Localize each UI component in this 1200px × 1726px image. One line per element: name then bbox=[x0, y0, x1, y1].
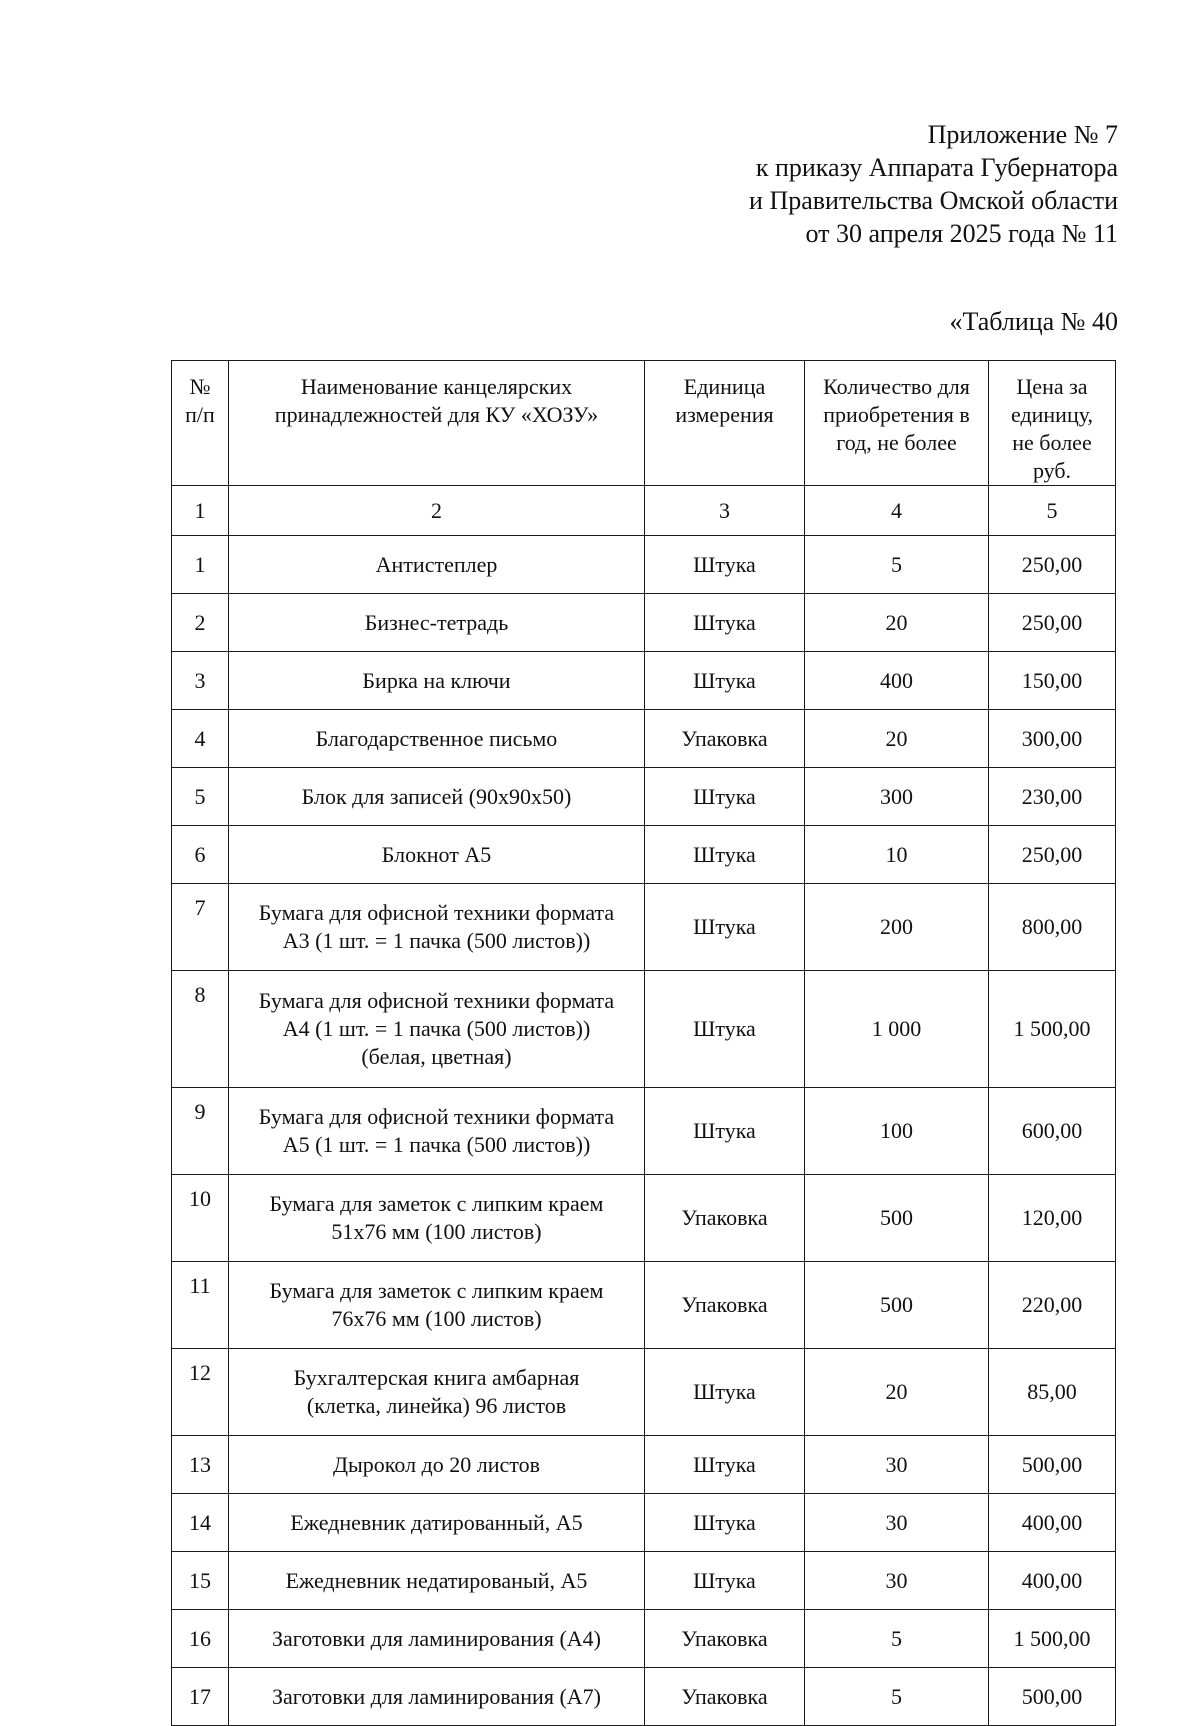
item-quantity: 5 bbox=[805, 1668, 989, 1726]
row-number: 9 bbox=[172, 1088, 229, 1175]
item-unit: Упаковка bbox=[645, 1668, 805, 1726]
appendix-number: Приложение № 7 bbox=[927, 120, 1118, 149]
column-number: 3 bbox=[645, 486, 805, 536]
table-row bbox=[172, 1494, 1116, 1552]
item-unit: Штука bbox=[645, 652, 805, 710]
row-number: 2 bbox=[172, 594, 229, 652]
row-number: 16 bbox=[172, 1610, 229, 1668]
table-row bbox=[172, 826, 1116, 884]
item-quantity: 5 bbox=[805, 1610, 989, 1668]
row-number: 3 bbox=[172, 652, 229, 710]
item-name: Бумага для офисной техники формата А4 (1 шт. = 1 пачка (500 листов)) (белая, цветная) bbox=[229, 971, 645, 1088]
item-name: Бумага для офисной техники формата А3 (1 шт. = 1 пачка (500 листов)) bbox=[229, 884, 645, 971]
item-unit: Упаковка bbox=[645, 1175, 805, 1262]
row-number: 8 bbox=[172, 971, 229, 1088]
item-name: Благодарственное письмо bbox=[229, 710, 645, 768]
supplies-table bbox=[171, 360, 1116, 1726]
item-name: Антистеплер bbox=[229, 536, 645, 594]
row-number: 5 bbox=[172, 768, 229, 826]
table-row bbox=[172, 884, 1116, 971]
item-quantity: 20 bbox=[805, 1349, 989, 1436]
table-row bbox=[172, 536, 1116, 594]
item-unit: Штука bbox=[645, 826, 805, 884]
item-unit: Штука bbox=[645, 1436, 805, 1494]
header-price: Цена за единицу, не более руб. bbox=[989, 361, 1116, 486]
item-name: Бизнес-тетрадь bbox=[229, 594, 645, 652]
header-num: № п/п bbox=[172, 361, 229, 486]
item-price: 220,00 bbox=[989, 1262, 1116, 1349]
item-price: 1 500,00 bbox=[989, 971, 1116, 1088]
item-quantity: 200 bbox=[805, 884, 989, 971]
item-unit: Упаковка bbox=[645, 1262, 805, 1349]
item-quantity: 400 bbox=[805, 652, 989, 710]
header-unit: Единица измерения bbox=[645, 361, 805, 486]
item-name: Блок для записей (90x90x50) bbox=[229, 768, 645, 826]
item-name: Дырокол до 20 листов bbox=[229, 1436, 645, 1494]
item-quantity: 300 bbox=[805, 768, 989, 826]
item-price: 250,00 bbox=[989, 826, 1116, 884]
item-unit: Штука bbox=[645, 884, 805, 971]
header-qty: Количество для приобретения в год, не более bbox=[805, 361, 989, 486]
item-price: 500,00 bbox=[989, 1436, 1116, 1494]
item-name: Бумага для офисной техники формата А5 (1 шт. = 1 пачка (500 листов)) bbox=[229, 1088, 645, 1175]
header-name: Наименование канцелярских принадлежностей для КУ «ХОЗУ» bbox=[229, 361, 645, 486]
item-unit: Штука bbox=[645, 1088, 805, 1175]
item-quantity: 20 bbox=[805, 710, 989, 768]
row-number: 1 bbox=[172, 536, 229, 594]
item-unit: Штука bbox=[645, 594, 805, 652]
table-row bbox=[172, 1436, 1116, 1494]
item-quantity: 20 bbox=[805, 594, 989, 652]
table-row bbox=[172, 1552, 1116, 1610]
item-price: 300,00 bbox=[989, 710, 1116, 768]
item-unit: Штука bbox=[645, 1349, 805, 1436]
item-price: 120,00 bbox=[989, 1175, 1116, 1262]
table-row bbox=[172, 1349, 1116, 1436]
item-name: Бухгалтерская книга амбарная (клетка, линейка) 96 листов bbox=[229, 1349, 645, 1436]
item-price: 600,00 bbox=[989, 1088, 1116, 1175]
item-name: Заготовки для ламинирования (А4) bbox=[229, 1610, 645, 1668]
row-number: 13 bbox=[172, 1436, 229, 1494]
table-row bbox=[172, 652, 1116, 710]
item-name: Заготовки для ламинирования (А7) bbox=[229, 1668, 645, 1726]
item-quantity: 30 bbox=[805, 1494, 989, 1552]
column-number: 4 bbox=[805, 486, 989, 536]
item-name: Ежедневник недатированый, А5 bbox=[229, 1552, 645, 1610]
item-quantity: 1 000 bbox=[805, 971, 989, 1088]
item-price: 85,00 bbox=[989, 1349, 1116, 1436]
item-price: 400,00 bbox=[989, 1552, 1116, 1610]
item-unit: Штука bbox=[645, 971, 805, 1088]
item-unit: Упаковка bbox=[645, 710, 805, 768]
item-price: 230,00 bbox=[989, 768, 1116, 826]
table-title: «Таблица № 40 bbox=[949, 307, 1118, 336]
row-number: 15 bbox=[172, 1552, 229, 1610]
order-reference-line1: к приказу Аппарата Губернатора bbox=[755, 153, 1118, 182]
item-name: Бирка на ключи bbox=[229, 652, 645, 710]
item-price: 400,00 bbox=[989, 1494, 1116, 1552]
item-name: Блокнот А5 bbox=[229, 826, 645, 884]
table-row bbox=[172, 1088, 1116, 1175]
item-name: Бумага для заметок с липким краем 51x76 мм (100 листов) bbox=[229, 1175, 645, 1262]
row-number: 7 bbox=[172, 884, 229, 971]
table-row bbox=[172, 971, 1116, 1088]
column-number: 5 bbox=[989, 486, 1116, 536]
column-number-row bbox=[172, 486, 1116, 536]
row-number: 17 bbox=[172, 1668, 229, 1726]
item-price: 500,00 bbox=[989, 1668, 1116, 1726]
document-header bbox=[749, 118, 1118, 250]
table-body bbox=[172, 486, 1116, 1726]
table-row bbox=[172, 1175, 1116, 1262]
item-quantity: 30 bbox=[805, 1436, 989, 1494]
row-number: 10 bbox=[172, 1175, 229, 1262]
row-number: 14 bbox=[172, 1494, 229, 1552]
table-row bbox=[172, 594, 1116, 652]
item-price: 150,00 bbox=[989, 652, 1116, 710]
column-number: 1 bbox=[172, 486, 229, 536]
item-price: 250,00 bbox=[989, 536, 1116, 594]
row-number: 4 bbox=[172, 710, 229, 768]
table-row bbox=[172, 1610, 1116, 1668]
row-number: 12 bbox=[172, 1349, 229, 1436]
table-row bbox=[172, 710, 1116, 768]
row-number: 6 bbox=[172, 826, 229, 884]
item-price: 800,00 bbox=[989, 884, 1116, 971]
item-price: 250,00 bbox=[989, 594, 1116, 652]
item-quantity: 500 bbox=[805, 1262, 989, 1349]
order-reference-line2: и Правительства Омской области bbox=[749, 186, 1118, 215]
item-quantity: 500 bbox=[805, 1175, 989, 1262]
row-number: 11 bbox=[172, 1262, 229, 1349]
item-unit: Штука bbox=[645, 1494, 805, 1552]
table-row bbox=[172, 1262, 1116, 1349]
item-name: Ежедневник датированный, А5 bbox=[229, 1494, 645, 1552]
item-unit: Упаковка bbox=[645, 1610, 805, 1668]
item-quantity: 5 bbox=[805, 536, 989, 594]
item-quantity: 10 bbox=[805, 826, 989, 884]
table-header-row bbox=[172, 361, 1116, 486]
item-unit: Штука bbox=[645, 536, 805, 594]
item-quantity: 100 bbox=[805, 1088, 989, 1175]
table-row bbox=[172, 768, 1116, 826]
item-price: 1 500,00 bbox=[989, 1610, 1116, 1668]
item-unit: Штука bbox=[645, 1552, 805, 1610]
item-name: Бумага для заметок с липким краем 76x76 мм (100 листов) bbox=[229, 1262, 645, 1349]
item-quantity: 30 bbox=[805, 1552, 989, 1610]
order-date: от 30 апреля 2025 года № 11 bbox=[805, 219, 1118, 248]
item-unit: Штука bbox=[645, 768, 805, 826]
column-number: 2 bbox=[229, 486, 645, 536]
